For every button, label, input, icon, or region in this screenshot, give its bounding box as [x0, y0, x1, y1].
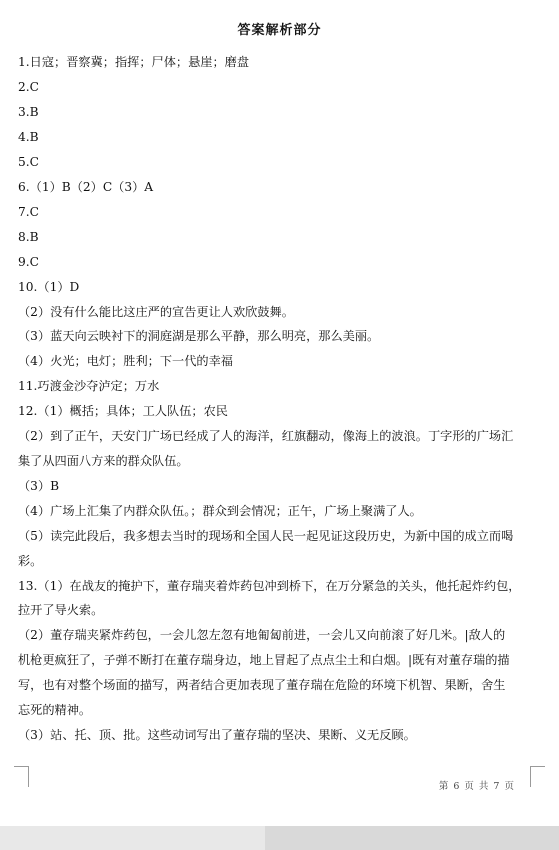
answer-line-6: 6.（1）B（2）C（3）A — [18, 180, 154, 194]
answer-line-12-3: （3）B — [18, 479, 60, 493]
answer-line-8: 8.B — [18, 230, 39, 244]
page-corner-mark-left — [14, 766, 29, 787]
answer-line-9: 9.C — [18, 255, 39, 269]
answer-line-12-5a: （5）读完此段后，我多想去当时的现场和全国人民一起见证这段历史，为新中国的成立而喝 — [18, 529, 514, 543]
answer-line-2: 2.C — [18, 80, 39, 94]
answer-line-13-3: （3）站、托、顶、批。这些动词写出了董存瑞的坚决、果断、义无反顾。 — [18, 728, 416, 742]
page-corner-mark-right — [530, 766, 545, 787]
answer-line-13b: 拉开了导火索。 — [18, 603, 104, 617]
answer-line-5: 5.C — [18, 155, 39, 169]
answer-line-3: 3.B — [18, 105, 39, 119]
next-page-edge — [265, 826, 559, 850]
answer-line-12: 12.（1）概括；具体；工人队伍；农民 — [18, 404, 228, 418]
answer-line-13-2d: 忘死的精神。 — [18, 703, 92, 717]
answer-line-10-2: （2）没有什么能比这庄严的宣告更让人欢欣鼓舞。 — [18, 305, 294, 319]
answer-line-13a: 13.（1）在战友的掩护下，董存瑞夹着炸药包冲到桥下，在万分紧急的关头，他托起炸约包， — [18, 579, 521, 593]
answer-line-12-2b: 集了从四面八方来的群众队伍。 — [18, 454, 189, 468]
answer-line-12-4: （4）广场上汇集了内群众队伍。；群众到会情况；正午，广场上聚满了人。 — [18, 504, 422, 518]
answer-line-10-4: （4）火光；电灯；胜利；下一代的幸福 — [18, 354, 233, 368]
answer-line-12-5b: 彩。 — [18, 554, 43, 568]
answer-line-13-2c: 写，也有对整个场面的描写，两者结合更加表现了董存瑞在危险的环境下机智、果断，舍生 — [18, 678, 506, 692]
answer-line-10-3: （3）蓝天向云映衬下的洞庭湖是那么平静，那么明亮，那么美丽。 — [18, 329, 380, 343]
answer-line-13-2b: 机枪更疯狂了，子弹不断打在董存瑞身边，地上冒起了点点尘土和白烟。|既有对董存瑞的描 — [18, 653, 510, 667]
answer-line-13-2a: （2）董存瑞夹紧炸药包，一会儿忽左忽有地匍匐前进，一会儿又向前滚了好几米。|敌人的 — [18, 628, 506, 642]
page-title: 答案解析部分 — [237, 23, 322, 38]
viewer-bottom-gap — [0, 826, 559, 850]
answer-line-11: 11.巧渡金沙夺泸定；万水 — [18, 379, 160, 393]
answer-line-7: 7.C — [18, 205, 39, 219]
answer-line-10: 10.（1）D — [18, 280, 80, 294]
answer-line-4: 4.B — [18, 130, 39, 144]
answer-line-1: 1.日寇；晋察冀；指挥；尸体；悬崖；磨盘 — [18, 55, 250, 69]
answer-line-12-2a: （2）到了正午，天安门广场已经成了人的海洋，红旗翻动，像海上的波浪。丁字形的广场汇 — [18, 429, 514, 443]
page-number-footer: 第 6 页 共 7 页 — [438, 781, 515, 792]
